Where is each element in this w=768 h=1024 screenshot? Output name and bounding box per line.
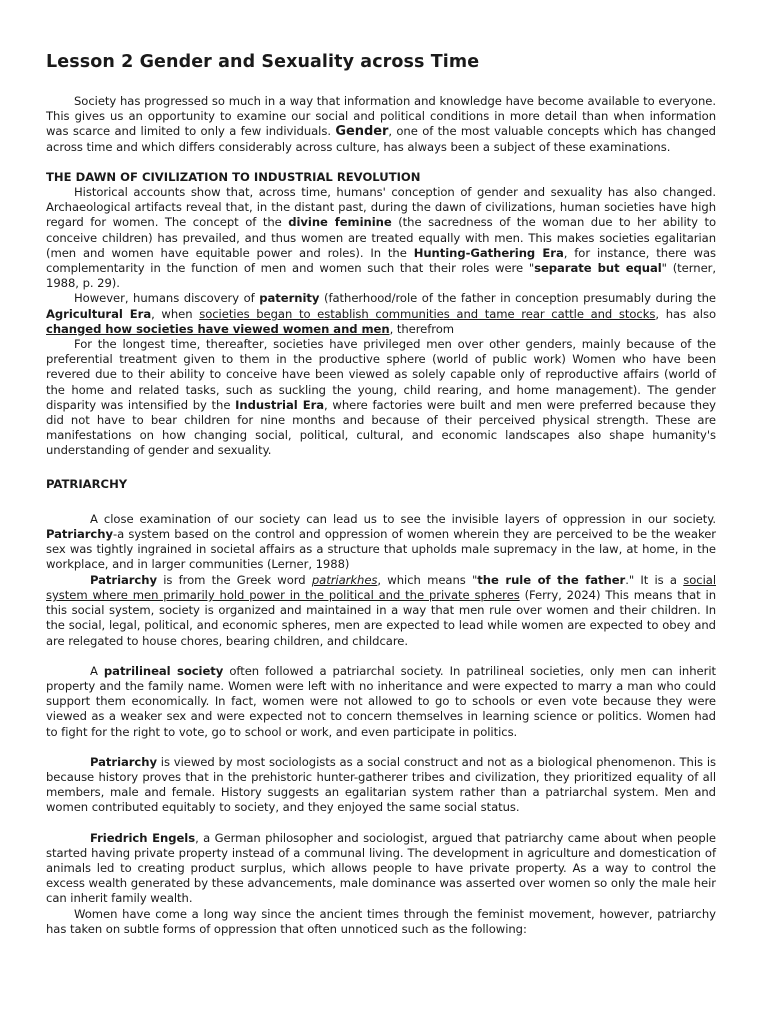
paragraph-paternity: However, humans discovery of paternity (fatherhood/role of the father in conception presumably during the Agricultural Era, when societies began to establish communities and tame rear cattle and stocks, has also changed how societies have viewed women and men, therefrom — [46, 291, 716, 336]
paragraph-longest-time: For the longest time, thereafter, societies have privileged men over other genders, mainly because of the preferential treatment given to them in the productive sphere (world of public work) Women who have been revered due to their ability to conceive have been viewed as solely capable only of reproductive affairs (world of the home and related tasks, such as suckling the young, child rearing, and home management). The gender disparity was intensified by the Industrial Era, where factories were built and men were preferred because they did not have to bear children for nine months and because of their perceived physical strength. These are manifestations on how changing social, political, cultural, and economic landscapes also shape humanity's understanding of gender and sexuality. — [46, 337, 716, 458]
term-gender: Gender — [335, 124, 389, 140]
intro-paragraph: Society has progressed so much in a way that information and knowledge have become available to everyone. This gives us an opportunity to examine our social and political conditions in more detail than when information was scarce and limited to only a few individuals. Gender, one of the most valuable concepts which has changed across time and which differs considerably across culture, has always been a subject of these examinations. — [46, 94, 716, 154]
section-heading-patriarchy: PATRIARCHY — [46, 476, 128, 491]
paragraph-close-examination: A close examination of our society can lead us to see the invisible layers of oppression in our society. Patriarchy-a system based on the control and oppression of women wherein they are perceived to be the weaker sex was tightly ingrained in societal affairs as a structure that upholds male supremacy in the law, at home, in the workplace, and in larger communities (Lerner, 1988) — [46, 511, 716, 572]
page-title: Lesson 2 Gender and Sexuality across Time — [46, 52, 480, 72]
paragraph-historical-accounts: Historical accounts show that, across time, humans' conception of gender and sexuality has also changed. Archaeological artifacts reveal that, in the distant past, during the dawn of civilizations, human societies have high regard for women. The concept of the divine feminine (the sacredness of the woman due to her ability to conceive children) has prevailed, and thus women are treated equally with men. This makes societies egalitarian (men and women have equitable power and roles). In the Hunting-Gathering Era, for instance, there was complementarity in the function of men and women such that their roles were "separate but equal" (terner, 1988, p. 29). — [46, 185, 716, 291]
paragraph-social-construct: Patriarchy is viewed by most sociologists as a social construct and not as a biological phenomenon. This is because history proves that in the prehistoric hunter-gatherer tribes and civilization, they prioritized equality of all members, male and female. History suggests an egalitarian system rather than a patriarchal system. Men and women contributed equitably to society, and they enjoyed the same social status. — [46, 754, 716, 815]
paragraph-patrilineal: A patrilineal society often followed a patriarchal society. In patrilineal societies, only men can inherit property and the family name. Women were left with no inheritance and were expected to marry a man who could support them economically. In fact, women were not allowed to go to schools or even vote because they were viewed as a weaker sex and were expected not to concern themselves in learning science or politics. Women had to fight for the right to vote, go to school or work, and even participate in politics. — [46, 663, 716, 739]
paragraph-patriarchy-greek: Patriarchy is from the Greek word patriarkhes, which means "the rule of the father." It is a social system where men primarily hold power in the political and the private spheres (Ferry, 2024) This means that in this social system, society is organized and maintained in a way that men rule over women and their children. In the social, legal, political, and economic spheres, men are expected to lead while women are expected to obey and are relegated to house chores, bearing children, and childcare. — [46, 572, 716, 648]
paragraph-engels: Friedrich Engels, a German philosopher and sociologist, argued that patriarchy came about when people started having private property instead of a communal living. The development in agriculture and domestication of animals led to creating product surplus, which allows people to have private property. As a way to control the excess wealth generated by these advancements, male dominance was asserted over women so only the male heir can inherit family wealth. — [46, 830, 716, 906]
section-heading-dawn: THE DAWN OF CIVILIZATION TO INDUSTRIAL REVOLUTION — [46, 169, 421, 184]
paragraph-feminist-movement: Women have come a long way since the ancient times through the feminist movement, however, patriarchy has taken on subtle forms of oppression that often unnoticed such as the following: — [46, 906, 716, 936]
